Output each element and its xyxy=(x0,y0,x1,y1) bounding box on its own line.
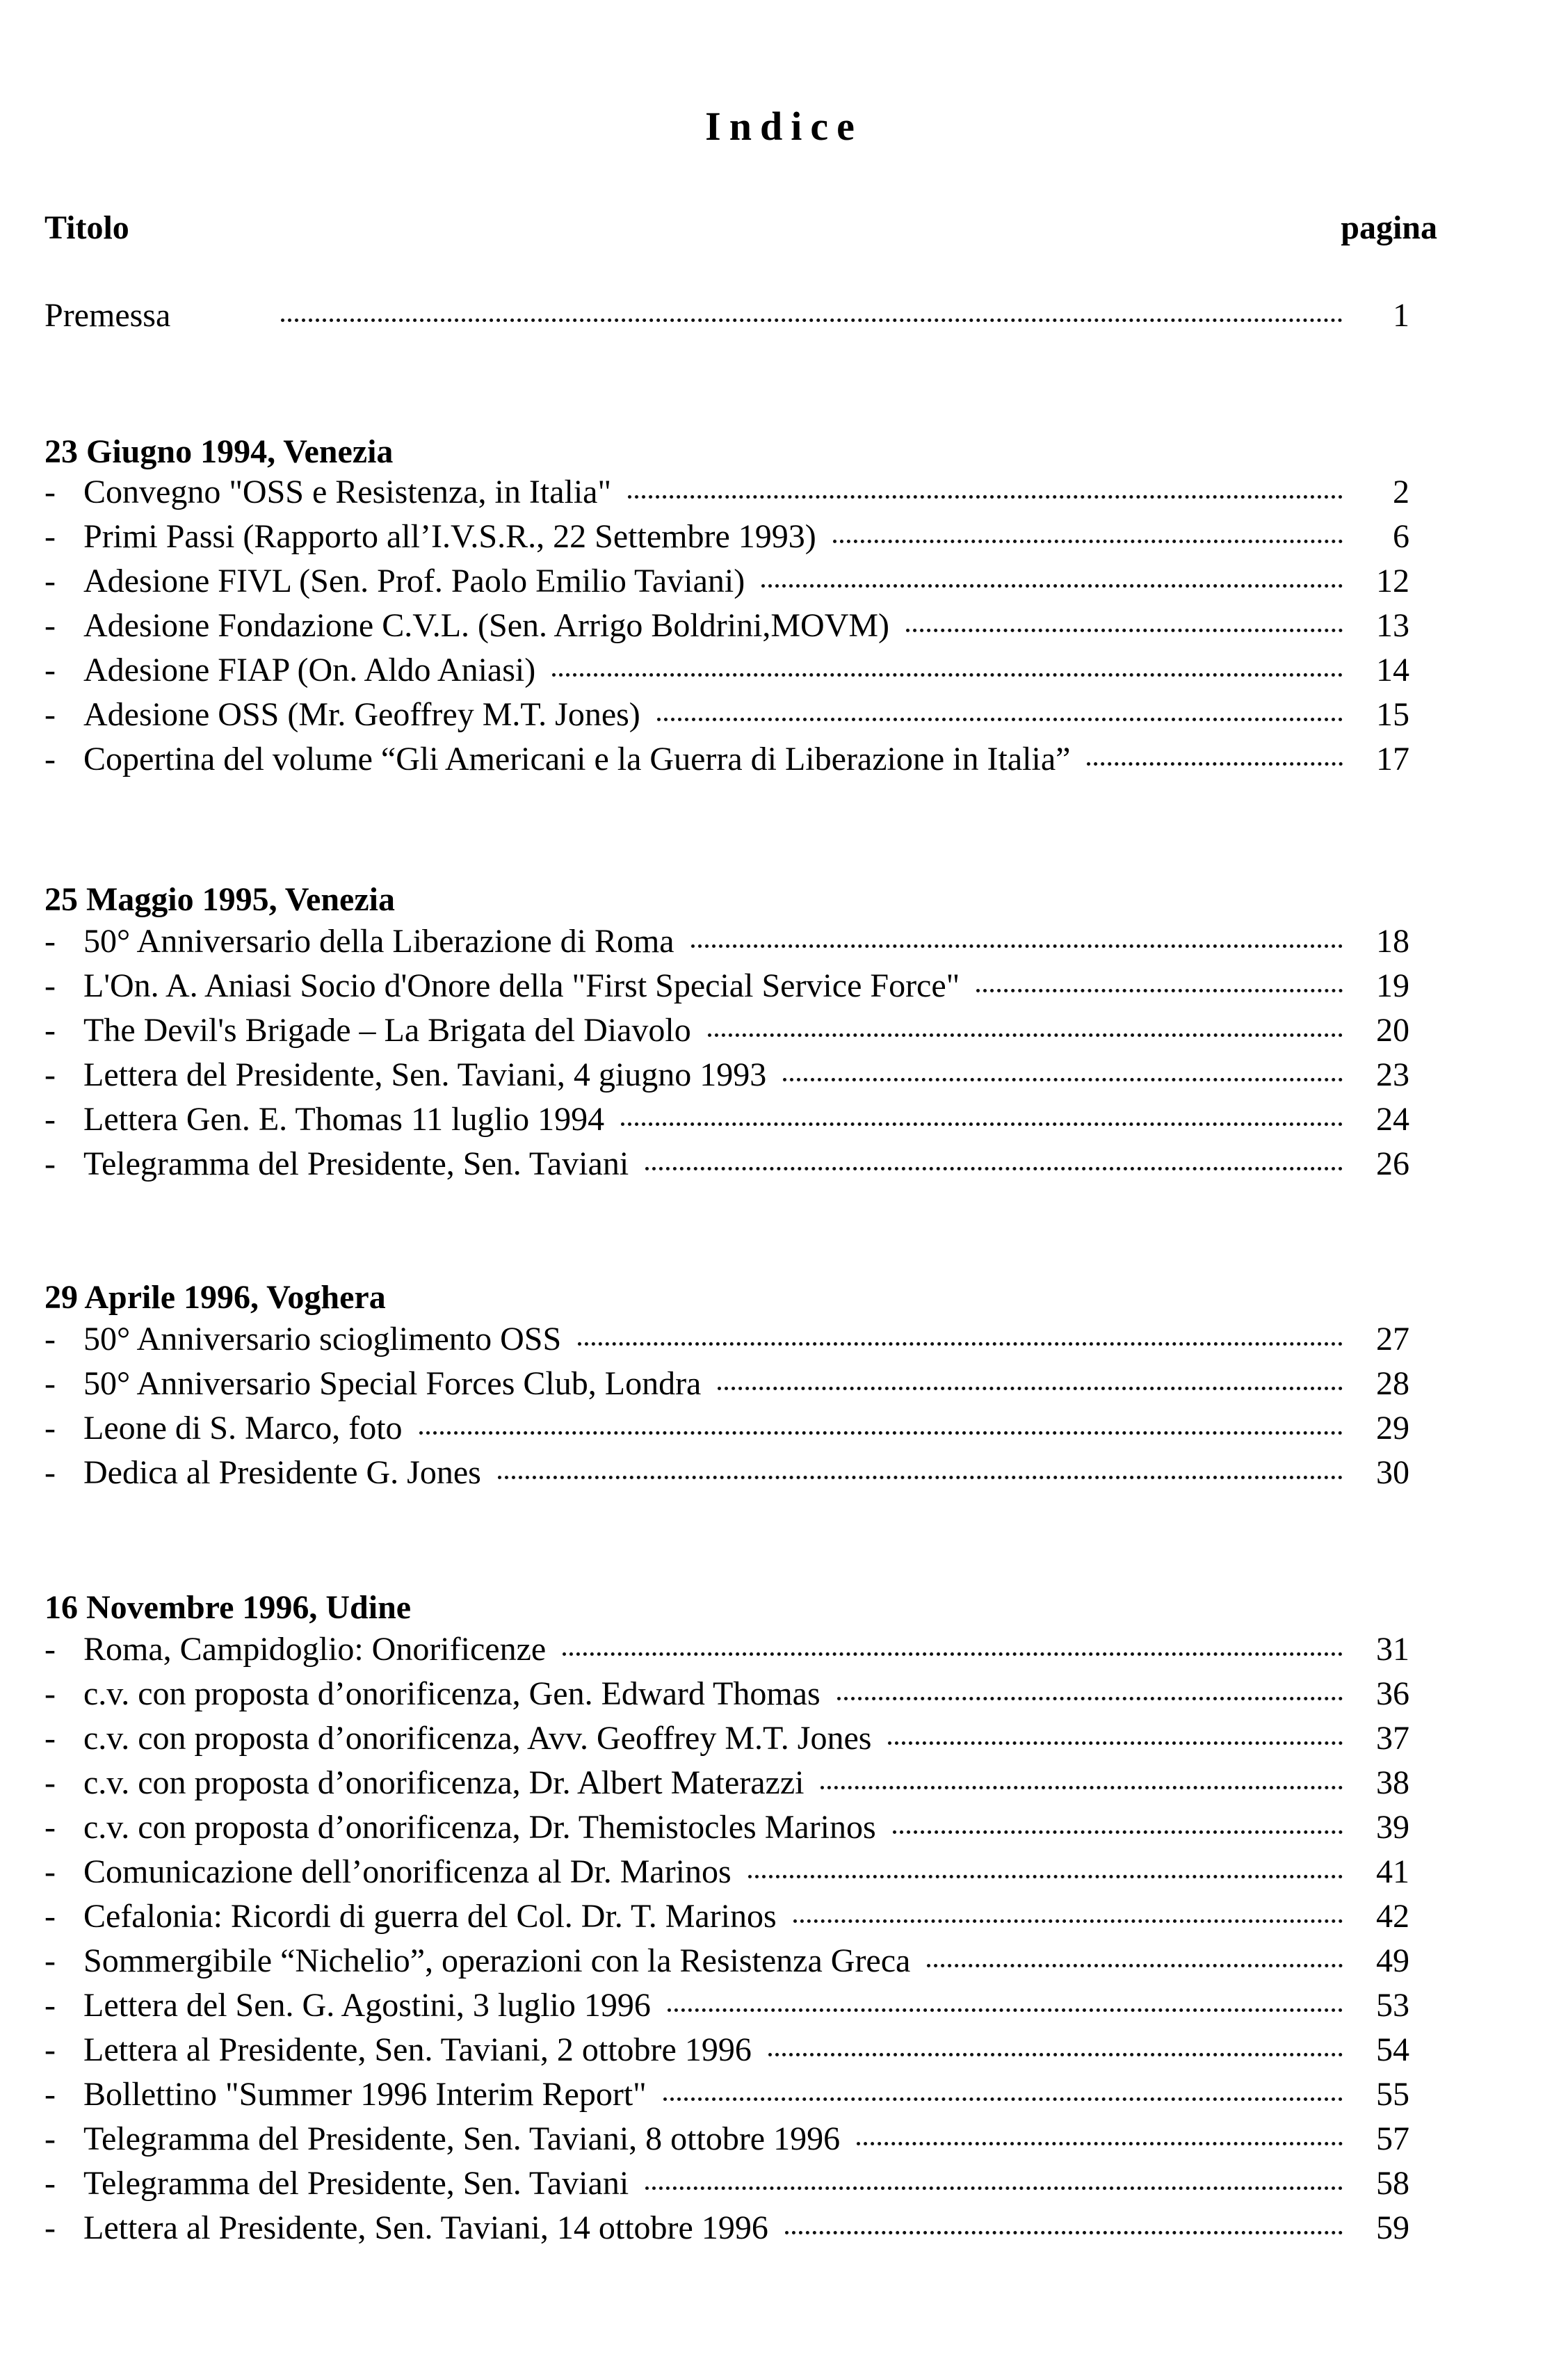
toc-entry[interactable] xyxy=(45,651,1409,695)
list-dash: - xyxy=(45,2120,56,2157)
page-number: 13 xyxy=(1376,607,1409,644)
page-number: 18 xyxy=(1376,923,1409,960)
page-number: 36 xyxy=(1376,1675,1409,1712)
entry-label: 50° Anniversario Special Forces Club, Londra xyxy=(83,1365,702,1402)
dot-leader xyxy=(857,2142,1343,2145)
page-number: 24 xyxy=(1376,1101,1409,1138)
toc-entry[interactable] xyxy=(45,1011,1409,1056)
list-dash: - xyxy=(45,518,56,555)
page-number: 57 xyxy=(1376,2120,1409,2157)
entry-label: Primi Passi (Rapporto all’I.V.S.R., 22 Settembre 1993) xyxy=(83,518,816,555)
page-number: 49 xyxy=(1376,1942,1409,1979)
toc-entry-premessa[interactable] xyxy=(45,296,1409,341)
dot-leader xyxy=(621,1122,1343,1126)
toc-entry[interactable] xyxy=(45,967,1409,1011)
page-number: 53 xyxy=(1376,1987,1409,2024)
section-heading: 29 Aprile 1996, Voghera xyxy=(45,1279,386,1316)
list-dash: - xyxy=(45,2209,56,2246)
entry-label: Telegramma del Presidente, Sen. Taviani, 8 ottobre 1996 xyxy=(83,2120,841,2157)
dot-leader xyxy=(708,1033,1343,1037)
entry-label: Lettera Gen. E. Thomas 11 luglio 1994 xyxy=(83,1101,605,1138)
entry-label: Comunicazione dell’onorificenza al Dr. Marinos xyxy=(83,1853,732,1890)
toc-entry[interactable] xyxy=(45,562,1409,606)
list-dash: - xyxy=(45,1809,56,1846)
dot-leader xyxy=(748,1875,1343,1878)
list-dash: - xyxy=(45,1365,56,1402)
list-dash: - xyxy=(45,1454,56,1491)
toc-entry[interactable] xyxy=(45,2075,1409,2120)
list-dash: - xyxy=(45,1898,56,1935)
toc-entry[interactable] xyxy=(45,1409,1409,1453)
dot-leader xyxy=(976,989,1343,992)
dot-leader xyxy=(906,629,1343,632)
dot-leader xyxy=(563,1652,1343,1656)
list-dash: - xyxy=(45,652,56,688)
page-number: 39 xyxy=(1376,1809,1409,1846)
entry-label: c.v. con proposta d’onorificenza, Gen. Edward Thomas xyxy=(83,1675,821,1712)
dot-leader xyxy=(668,2008,1343,2012)
list-dash: - xyxy=(45,1056,56,1093)
page-number: 59 xyxy=(1376,2209,1409,2246)
page-number: 15 xyxy=(1376,696,1409,733)
entry-label: Adesione FIVL (Sen. Prof. Paolo Emilio Taviani) xyxy=(83,563,745,599)
entry-label: Adesione OSS (Mr. Geoffrey M.T. Jones) xyxy=(83,696,640,733)
list-dash: - xyxy=(45,1410,56,1447)
entry-label: Copertina del volume “Gli Americani e la Guerra di Liberazione in Italia” xyxy=(83,741,1071,777)
section-heading: 16 Novembre 1996, Udine xyxy=(45,1589,412,1626)
toc-entry[interactable] xyxy=(45,1719,1409,1764)
page-number: 28 xyxy=(1376,1365,1409,1402)
toc-entry[interactable] xyxy=(45,1897,1409,1942)
toc-entry[interactable] xyxy=(45,2031,1409,2075)
dot-leader xyxy=(645,2186,1343,2190)
toc-entry[interactable] xyxy=(45,1808,1409,1853)
page-number: 20 xyxy=(1376,1012,1409,1049)
toc-entry[interactable] xyxy=(45,1764,1409,1808)
page-number: 58 xyxy=(1376,2165,1409,2202)
list-dash: - xyxy=(45,563,56,599)
dot-leader xyxy=(821,1786,1343,1789)
toc-entry[interactable] xyxy=(45,473,1409,517)
page-title: Indice xyxy=(705,104,863,149)
page-number: 17 xyxy=(1376,741,1409,777)
dot-leader xyxy=(888,1741,1343,1745)
entry-label: Roma, Campidoglio: Onorificenze xyxy=(83,1631,547,1668)
list-dash: - xyxy=(45,1720,56,1757)
entry-label: Dedica al Presidente G. Jones xyxy=(83,1454,481,1491)
dot-leader xyxy=(893,1830,1343,1834)
entry-label: Lettera al Presidente, Sen. Taviani, 14 ottobre 1996 xyxy=(83,2209,768,2246)
list-dash: - xyxy=(45,1764,56,1801)
list-dash: - xyxy=(45,2031,56,2068)
entry-label: Lettera del Sen. G. Agostini, 3 luglio 1996 xyxy=(83,1987,651,2024)
list-dash: - xyxy=(45,1631,56,1668)
list-dash: - xyxy=(45,696,56,733)
dot-leader xyxy=(768,2053,1343,2056)
page-number: 19 xyxy=(1376,967,1409,1004)
dot-leader xyxy=(785,2231,1343,2234)
page-number: 42 xyxy=(1376,1898,1409,1935)
list-dash: - xyxy=(45,1942,56,1979)
toc-entry[interactable] xyxy=(45,1320,1409,1364)
entry-label: Leone di S. Marco, foto xyxy=(83,1410,403,1447)
list-dash: - xyxy=(45,607,56,644)
toc-entry[interactable] xyxy=(45,2120,1409,2164)
list-dash: - xyxy=(45,1987,56,2024)
toc-entry[interactable] xyxy=(45,606,1409,651)
dot-leader xyxy=(281,319,1343,322)
dot-leader xyxy=(783,1078,1343,1081)
dot-leader xyxy=(837,1697,1343,1700)
dot-leader xyxy=(761,584,1343,588)
entry-label: c.v. con proposta d’onorificenza, Dr. Albert Materazzi xyxy=(83,1764,805,1801)
dot-leader xyxy=(552,673,1343,677)
toc-entry[interactable] xyxy=(45,1986,1409,2031)
dot-leader xyxy=(657,718,1343,721)
toc-entry[interactable] xyxy=(45,1100,1409,1145)
toc-entry[interactable] xyxy=(45,1364,1409,1409)
entry-label: c.v. con proposta d’onorificenza, Avv. Geoffrey M.T. Jones xyxy=(83,1720,872,1757)
entry-label: Sommergibile “Nichelio”, operazioni con la Resistenza Greca xyxy=(83,1942,911,1979)
page-number: 41 xyxy=(1376,1853,1409,1890)
entry-label: Lettera del Presidente, Sen. Taviani, 4 giugno 1993 xyxy=(83,1056,767,1093)
entry-label: Premessa xyxy=(45,297,171,334)
entry-label: The Devil's Brigade – La Brigata del Diavolo xyxy=(83,1012,691,1049)
toc-entry[interactable] xyxy=(45,1145,1409,1189)
dot-leader xyxy=(1087,762,1343,766)
page-number: 14 xyxy=(1376,652,1409,688)
page-number: 31 xyxy=(1376,1631,1409,1668)
page-number: 55 xyxy=(1376,2076,1409,2113)
page-number: 30 xyxy=(1376,1454,1409,1491)
dot-leader xyxy=(793,1919,1343,1923)
list-dash: - xyxy=(45,923,56,960)
dot-leader xyxy=(578,1342,1343,1346)
toc-entry[interactable] xyxy=(45,922,1409,967)
list-dash: - xyxy=(45,967,56,1004)
toc-entry[interactable] xyxy=(45,1675,1409,1719)
page-number: 54 xyxy=(1376,2031,1409,2068)
dot-leader xyxy=(645,1167,1343,1170)
toc-entry[interactable] xyxy=(45,1630,1409,1675)
page-number: 26 xyxy=(1376,1145,1409,1182)
entry-label: Telegramma del Presidente, Sen. Taviani xyxy=(83,1145,629,1182)
toc-entry[interactable] xyxy=(45,1942,1409,1986)
page-number: 6 xyxy=(1393,518,1409,555)
toc-entry[interactable] xyxy=(45,1056,1409,1100)
page-number: 37 xyxy=(1376,1720,1409,1757)
entry-label: Cefalonia: Ricordi di guerra del Col. Dr. T. Marinos xyxy=(83,1898,777,1935)
entry-label: c.v. con proposta d’onorificenza, Dr. Themistocles Marinos xyxy=(83,1809,876,1846)
entry-label: 50° Anniversario scioglimento OSS xyxy=(83,1321,562,1357)
list-dash: - xyxy=(45,1853,56,1890)
page-number: 38 xyxy=(1376,1764,1409,1801)
column-header-page: pagina xyxy=(1341,209,1437,246)
list-dash: - xyxy=(45,741,56,777)
entry-label: Telegramma del Presidente, Sen. Taviani xyxy=(83,2165,629,2202)
entry-label: Bollettino "Summer 1996 Interim Report" xyxy=(83,2076,647,2113)
dot-leader xyxy=(927,1964,1343,1967)
dot-leader xyxy=(663,2097,1343,2101)
column-header-title: Titolo xyxy=(45,209,129,246)
list-dash: - xyxy=(45,2076,56,2113)
entry-label: Adesione FIAP (On. Aldo Aniasi) xyxy=(83,652,536,688)
dot-leader xyxy=(718,1387,1343,1390)
list-dash: - xyxy=(45,474,56,510)
dot-leader xyxy=(498,1476,1343,1479)
list-dash: - xyxy=(45,1675,56,1712)
page-number: 1 xyxy=(1393,297,1409,334)
toc-entry[interactable] xyxy=(45,517,1409,562)
toc-entry[interactable] xyxy=(45,695,1409,740)
list-dash: - xyxy=(45,1101,56,1138)
list-dash: - xyxy=(45,1321,56,1357)
entry-label: 50° Anniversario della Liberazione di Roma xyxy=(83,923,674,960)
toc-entry[interactable] xyxy=(45,2164,1409,2209)
section-heading: 25 Maggio 1995, Venezia xyxy=(45,881,395,918)
page-number: 27 xyxy=(1376,1321,1409,1357)
dot-leader xyxy=(833,540,1343,543)
dot-leader xyxy=(691,944,1343,948)
entry-label: L'On. A. Aniasi Socio d'Onore della "First Special Service Force" xyxy=(83,967,960,1004)
list-dash: - xyxy=(45,1145,56,1182)
toc-entry[interactable] xyxy=(45,740,1409,784)
toc-entry[interactable] xyxy=(45,1853,1409,1897)
dot-leader xyxy=(419,1431,1343,1435)
page-number: 23 xyxy=(1376,1056,1409,1093)
page-number: 12 xyxy=(1376,563,1409,599)
page-number: 2 xyxy=(1393,474,1409,510)
entry-label: Lettera al Presidente, Sen. Taviani, 2 ottobre 1996 xyxy=(83,2031,752,2068)
entry-label: Adesione Fondazione C.V.L. (Sen. Arrigo Boldrini,MOVM) xyxy=(83,607,890,644)
list-dash: - xyxy=(45,2165,56,2202)
toc-entry[interactable] xyxy=(45,2209,1409,2253)
list-dash: - xyxy=(45,1012,56,1049)
page-number: 29 xyxy=(1376,1410,1409,1447)
dot-leader xyxy=(628,495,1343,499)
section-heading: 23 Giugno 1994, Venezia xyxy=(45,433,394,470)
toc-entry[interactable] xyxy=(45,1453,1409,1498)
entry-label: Convegno "OSS e Resistenza, in Italia" xyxy=(83,474,612,510)
